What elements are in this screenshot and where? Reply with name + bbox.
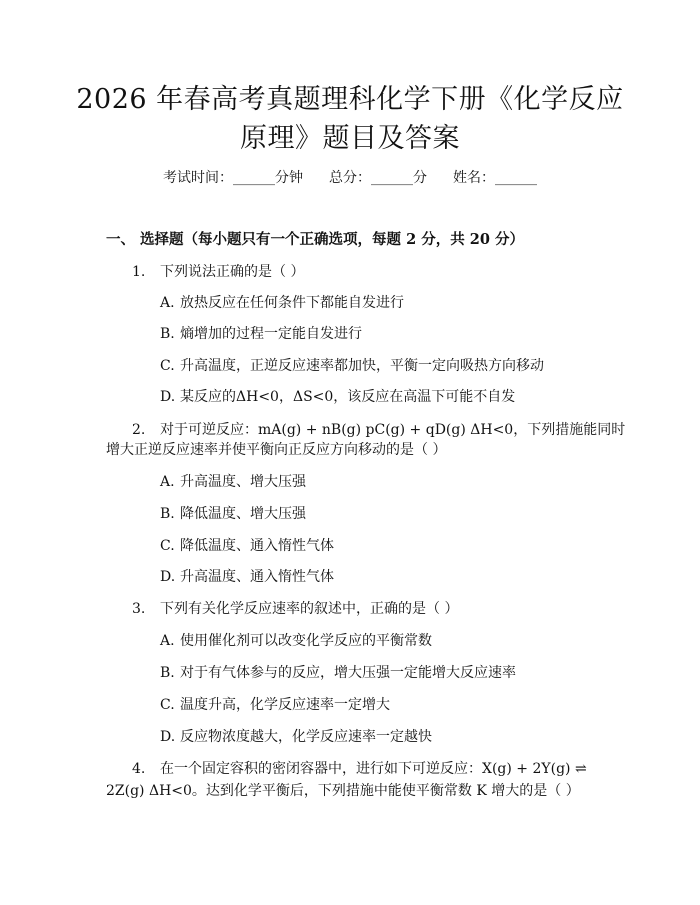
score-unit: 分 — [413, 170, 427, 186]
question-4-stem-continued: 2Z(g) ΔH<0。达到化学平衡后，下列措施中能使平衡常数 K 增大的是（ ） — [106, 783, 580, 799]
option-text: 温度升高，化学反应速率一定增大 — [180, 697, 390, 713]
question-number: 4. — [132, 761, 146, 777]
option-text: 升高温度，正逆反应速率都加快，平衡一定向吸热方向移动 — [180, 358, 544, 374]
question-number: 2. — [132, 422, 146, 438]
document-title-line-2: 原理》题目及答案 — [240, 123, 460, 154]
question-2-stem-continued: 增大正逆反应速率并使平衡向正反应方向移动的是（ ） — [106, 442, 447, 458]
option-label: C. — [160, 697, 175, 713]
question-1-option-a — [160, 293, 404, 313]
option-text: 升高温度、增大压强 — [180, 474, 306, 490]
score-blank: ______ — [371, 170, 413, 186]
option-text: 降低温度、增大压强 — [180, 506, 306, 522]
option-text: 放热反应在任何条件下都能自发进行 — [180, 295, 404, 311]
option-label: A. — [160, 295, 175, 311]
question-2-option-d — [160, 567, 334, 587]
time-unit: 分钟 — [275, 170, 303, 186]
exam-meta — [0, 168, 700, 188]
option-text: 熵增加的过程一定能自发进行 — [180, 326, 362, 342]
time-label: 考试时间： — [163, 170, 233, 186]
name-label: 姓名： — [453, 170, 495, 186]
question-1-stem — [132, 262, 304, 282]
score-label: 总分： — [329, 170, 371, 186]
question-1-option-b — [160, 324, 362, 344]
question-text: 对于可逆反应：mA(g) + nB(g) pC(g) + qD(g) ΔH<0，下列措施能同时 — [160, 422, 626, 438]
option-text: 对于有气体参与的反应，增大压强一定能增大反应速率 — [180, 665, 516, 681]
question-number: 3. — [132, 601, 146, 617]
question-4-stem — [132, 759, 587, 779]
question-1-option-d — [160, 387, 515, 407]
question-2-option-a — [160, 472, 306, 492]
option-label: D. — [160, 389, 176, 405]
question-3-option-b — [160, 663, 516, 683]
question-2-option-c — [160, 536, 334, 556]
question-number: 1. — [132, 264, 146, 280]
option-label: B. — [160, 665, 175, 681]
question-3-option-d — [160, 727, 432, 747]
option-text: 升高温度、通入惰性气体 — [180, 569, 334, 585]
document-title-line-1: 2026 年春高考真题理科化学下册《化学反应 — [76, 84, 624, 115]
option-label: B. — [160, 506, 175, 522]
option-label: D. — [160, 569, 176, 585]
option-label: C. — [160, 538, 175, 554]
option-text: 反应物浓度越大，化学反应速率一定越快 — [180, 729, 432, 745]
option-label: C. — [160, 358, 175, 374]
option-label: B. — [160, 326, 175, 342]
question-3-option-c — [160, 695, 390, 715]
question-text: 下列说法正确的是（ ） — [160, 264, 305, 280]
option-text: 某反应的ΔH<0，ΔS<0，该反应在高温下可能不自发 — [180, 389, 516, 405]
question-text: 下列有关化学反应速率的叙述中，正确的是（ ） — [160, 601, 459, 617]
option-text: 使用催化剂可以改变化学反应的平衡常数 — [180, 633, 432, 649]
question-text: 在一个固定容积的密闭容器中，进行如下可逆反应：X(g) + 2Y(g) ⇌ — [160, 761, 587, 777]
question-1-option-c — [160, 356, 544, 376]
question-2-option-b — [160, 504, 306, 524]
option-label: A. — [160, 633, 175, 649]
question-3-option-a — [160, 631, 432, 651]
option-label: A. — [160, 474, 175, 490]
time-blank: ______ — [233, 170, 275, 186]
question-2-stem — [132, 420, 625, 440]
option-text: 降低温度、通入惰性气体 — [180, 538, 334, 554]
option-label: D. — [160, 729, 176, 745]
section-heading: 一、 选择题（每小题只有一个正确选项，每题 2 分，共 20 分） — [106, 231, 525, 248]
question-3-stem — [132, 599, 458, 619]
name-blank: ______ — [495, 170, 537, 186]
